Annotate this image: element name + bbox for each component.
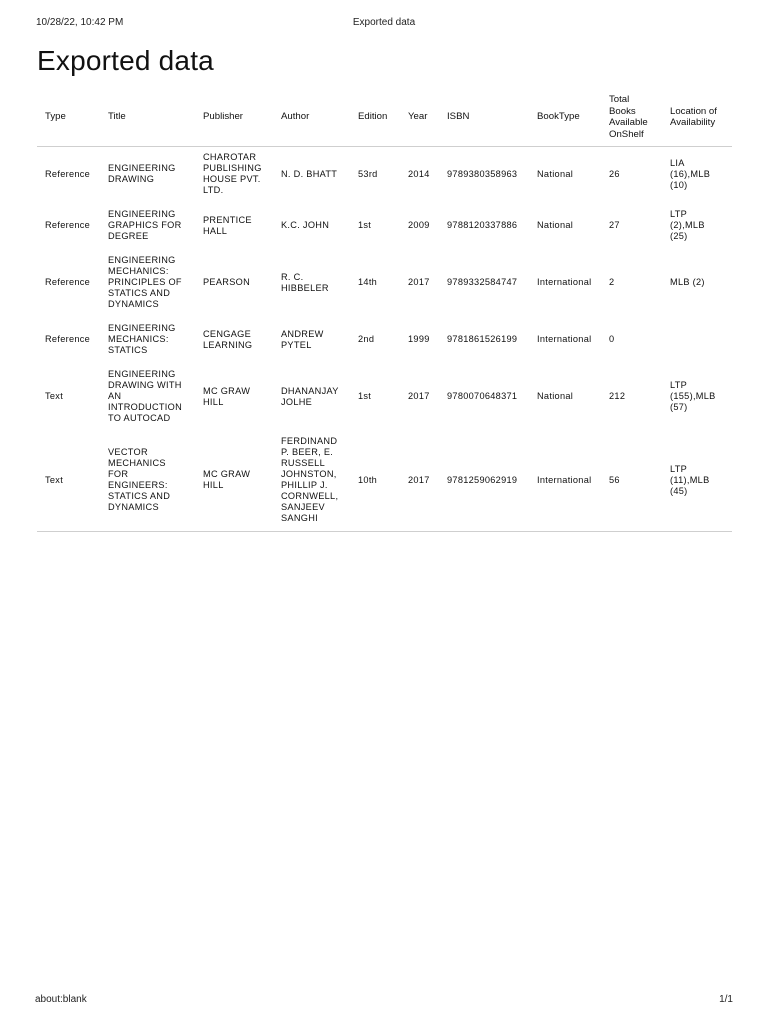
column-header: Author <box>273 88 350 147</box>
cell-title: VECTOR MECHANICS FOR ENGINEERS: STATICS AND DYNAMICS <box>100 430 195 532</box>
cell-booktype: International <box>529 430 601 532</box>
cell-location: LIA (16),MLB (10) <box>670 157 711 190</box>
cell-isbn: 9789380358963 <box>447 168 518 179</box>
cell-edition: 10th <box>350 430 400 532</box>
cell-title: ENGINEERING MECHANICS: PRINCIPLES OF STATICS AND DYNAMICS <box>108 255 182 309</box>
cell-type: Text <box>45 391 64 401</box>
column-header: BookType <box>529 88 601 147</box>
cell-isbn: 9781259062919 <box>439 430 529 532</box>
column-header: Location of Availability <box>662 88 732 147</box>
cell-isbn: 9788120337886 <box>447 220 518 230</box>
cell-year: 2017 <box>408 277 430 287</box>
cell-title: ENGINEERING DRAWING WITH AN INTRODUCTION TO AUTOCAD <box>108 369 183 423</box>
cell-booktype: National <box>537 168 574 179</box>
exported-data-table <box>37 88 732 532</box>
table-row <box>37 316 732 364</box>
cell-year: 2009 <box>408 220 430 230</box>
cell-total-books: 27 <box>609 220 620 230</box>
cell-author: ANDREW PYTEL <box>281 328 324 350</box>
table-row <box>37 430 732 532</box>
cell-edition: 2nd <box>358 334 375 344</box>
cell-location <box>662 316 732 364</box>
cell-edition: 1st <box>358 220 372 230</box>
cell-total-books: 2 <box>609 277 615 287</box>
cell-title: ENGINEERING DRAWING <box>108 163 176 185</box>
cell-edition: 14th <box>358 277 378 287</box>
print-url: about:blank <box>35 994 87 1005</box>
cell-type: Reference <box>45 277 91 287</box>
cell-title: ENGINEERING GRAPHICS FOR DEGREE <box>108 209 182 241</box>
table-row <box>37 147 732 202</box>
cell-year: 2014 <box>408 168 430 179</box>
cell-booktype: International <box>537 277 592 287</box>
cell-edition: 1st <box>358 391 372 401</box>
cell-booktype: National <box>537 220 574 230</box>
cell-type: Reference <box>45 334 91 344</box>
cell-total-books: 56 <box>601 430 662 532</box>
table-row <box>37 202 732 250</box>
cell-isbn: 9781861526199 <box>447 334 518 344</box>
cell-edition: 53rd <box>358 168 378 179</box>
column-header: Year <box>400 88 439 147</box>
cell-publisher: PRENTICE HALL <box>203 214 252 236</box>
cell-total-books: 26 <box>609 168 620 179</box>
cell-isbn: 9780070648371 <box>447 391 518 401</box>
column-header: Total Books Available OnShelf <box>601 88 662 147</box>
cell-publisher: CHAROTAR PUBLISHING HOUSE PVT. LTD. <box>203 152 262 196</box>
table-row <box>37 250 732 316</box>
print-datetime: 10/28/22, 10:42 PM <box>36 17 124 28</box>
cell-location: MLB (2) <box>670 277 705 287</box>
print-doc-title: Exported data <box>352 17 416 28</box>
cell-type: Reference <box>45 220 91 230</box>
cell-year: 2017 <box>400 430 439 532</box>
cell-total-books: 212 <box>609 391 626 401</box>
cell-location: LTP (155),MLB (57) <box>670 380 716 412</box>
column-header: Title <box>100 88 195 147</box>
cell-booktype: International <box>537 334 592 344</box>
cell-booktype: National <box>537 391 574 401</box>
cell-author: FERDINAND P. BEER, E. RUSSELL JOHNSTON, PHILLIP J. CORNWELL, SANJEEV SANGHI <box>273 430 350 532</box>
cell-publisher: PEARSON <box>203 277 251 287</box>
cell-year: 1999 <box>408 334 430 344</box>
print-footer <box>0 994 768 1008</box>
cell-author: R. C. HIBBELER <box>281 271 329 293</box>
cell-location: LTP (2),MLB (25) <box>670 209 705 241</box>
cell-author: K.C. JOHN <box>281 220 330 230</box>
cell-total-books: 0 <box>609 334 615 344</box>
cell-location: LTP (11),MLB (45) <box>662 430 732 532</box>
column-header: ISBN <box>439 88 529 147</box>
cell-publisher: CENGAGE LEARNING <box>203 328 253 350</box>
cell-publisher: MC GRAW HILL <box>195 430 273 532</box>
cell-isbn: 9789332584747 <box>447 277 518 287</box>
column-header: Publisher <box>195 88 273 147</box>
column-header: Edition <box>350 88 400 147</box>
table-row <box>37 364 732 430</box>
cell-type: Text <box>37 430 100 532</box>
page-title: Exported data <box>37 45 214 76</box>
cell-year: 2017 <box>408 391 430 401</box>
print-header <box>0 17 768 31</box>
cell-author: DHANANJAY JOLHE <box>281 385 339 407</box>
column-header: Type <box>37 88 100 147</box>
table-header-row <box>37 88 732 147</box>
page-count: 1/1 <box>719 994 733 1005</box>
cell-title: ENGINEERING MECHANICS: STATICS <box>108 323 176 355</box>
cell-author: N. D. BHATT <box>281 168 338 179</box>
cell-type: Reference <box>45 168 91 179</box>
cell-publisher: MC GRAW HILL <box>203 385 251 407</box>
